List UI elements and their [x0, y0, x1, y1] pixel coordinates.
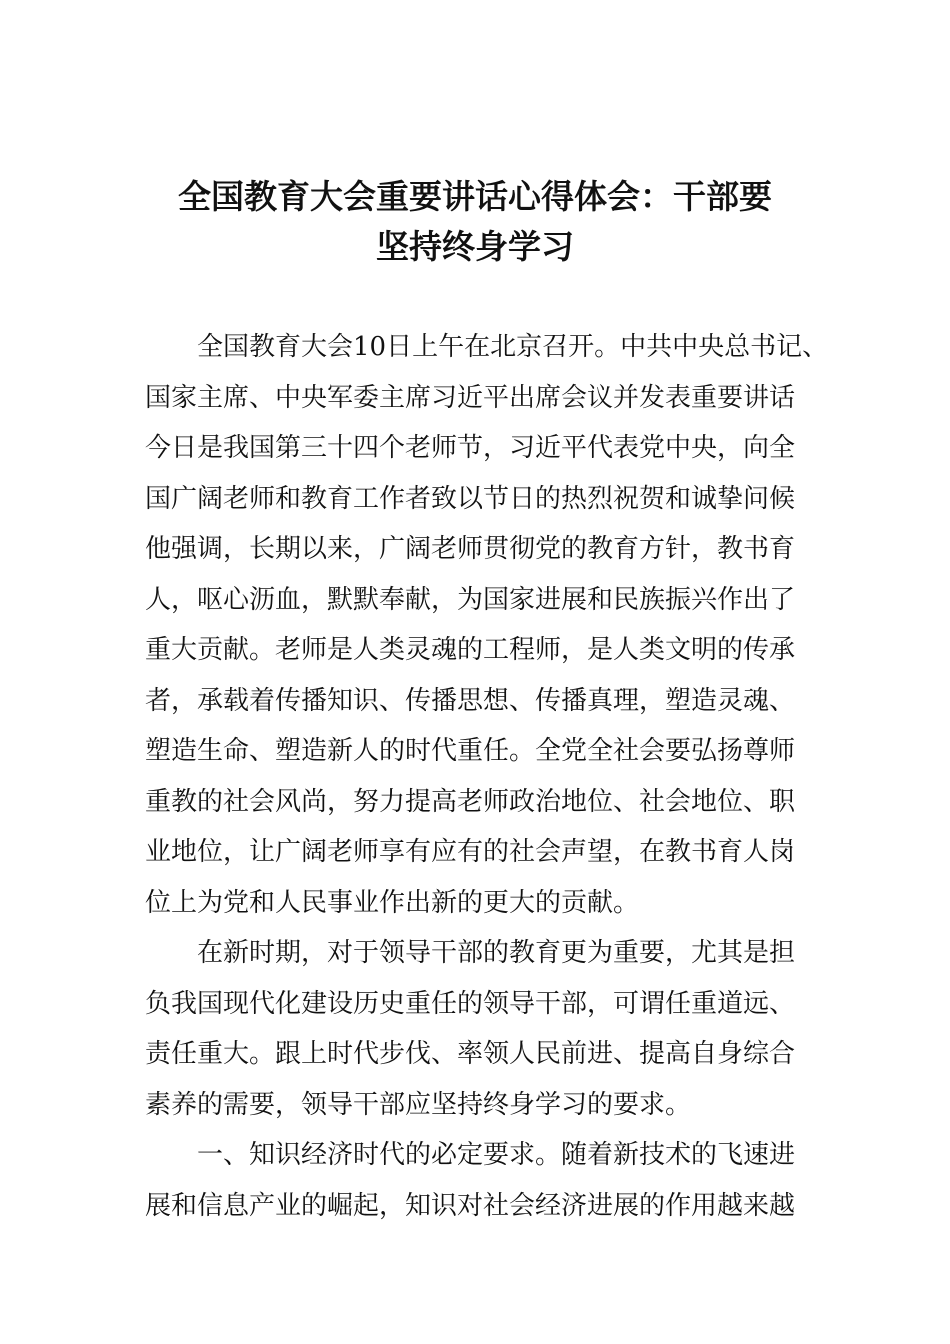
- paragraph-2-line: 责任重大。跟上时代步伐、率领人民前进、提高自身综合: [145, 1039, 796, 1069]
- paragraph-1-line: 国家主席、中央军委主席习近平出席会议并发表重要讲话: [145, 382, 796, 413]
- paragraph-1-line: 位上为党和人民事业作出新的更大的贡献。: [145, 887, 640, 918]
- paragraph-1-line: 国广阔老师和教育工作者致以节日的热烈祝贺和诚挚问候: [145, 483, 796, 514]
- title-line-2: 坚持终身学习: [376, 227, 574, 266]
- document-body: [145, 322, 829, 1231]
- paragraph-1-line: 重教的社会风尚，努力提高老师政治地位、社会地位、职: [145, 786, 796, 817]
- paragraph-1-line: 人，呕心沥血，默默奉献，为国家进展和民族振兴作出了: [145, 584, 796, 615]
- paragraph-1-line: 业地位，让广阔老师享有应有的社会声望，在教书育人岗: [145, 837, 796, 867]
- paragraph-3-line: 展和信息产业的崛起，知识对社会经济进展的作用越来越: [145, 1190, 796, 1221]
- paragraph-1-line: 者，承载着传播知识、传播思想、传播真理，塑造灵魂、: [145, 685, 796, 716]
- paragraph-1-line: 他强调，长期以来，广阔老师贯彻党的教育方针，教书育: [145, 534, 796, 564]
- document-title: [0, 172, 950, 272]
- title-line-1: 全国教育大会重要讲话心得体会：干部要: [178, 177, 772, 216]
- paragraph-2-line: 负我国现代化建设历史重任的领导干部，可谓任重道远、: [145, 988, 796, 1019]
- paragraph-1-line: 塑造生命、塑造新人的时代重任。全党全社会要弘扬尊师: [145, 736, 796, 766]
- paragraph-3-line: 一、知识经济时代的必定要求。随着新技术的飞速进: [197, 1140, 796, 1170]
- paragraph-1-line: 重大贡献。老师是人类灵魂的工程师，是人类文明的传承: [145, 635, 796, 665]
- paragraph-2-line: 在新时期，对于领导干部的教育更为重要，尤其是担: [197, 938, 796, 968]
- paragraph-1-line: 今日是我国第三十四个老师节，习近平代表党中央，向全: [145, 433, 796, 463]
- paragraph-2-line: 素养的需要，领导干部应坚持终身学习的要求。: [145, 1089, 692, 1120]
- paragraph-1-line: 全国教育大会10日上午在北京召开。中共中央总书记、: [197, 332, 829, 362]
